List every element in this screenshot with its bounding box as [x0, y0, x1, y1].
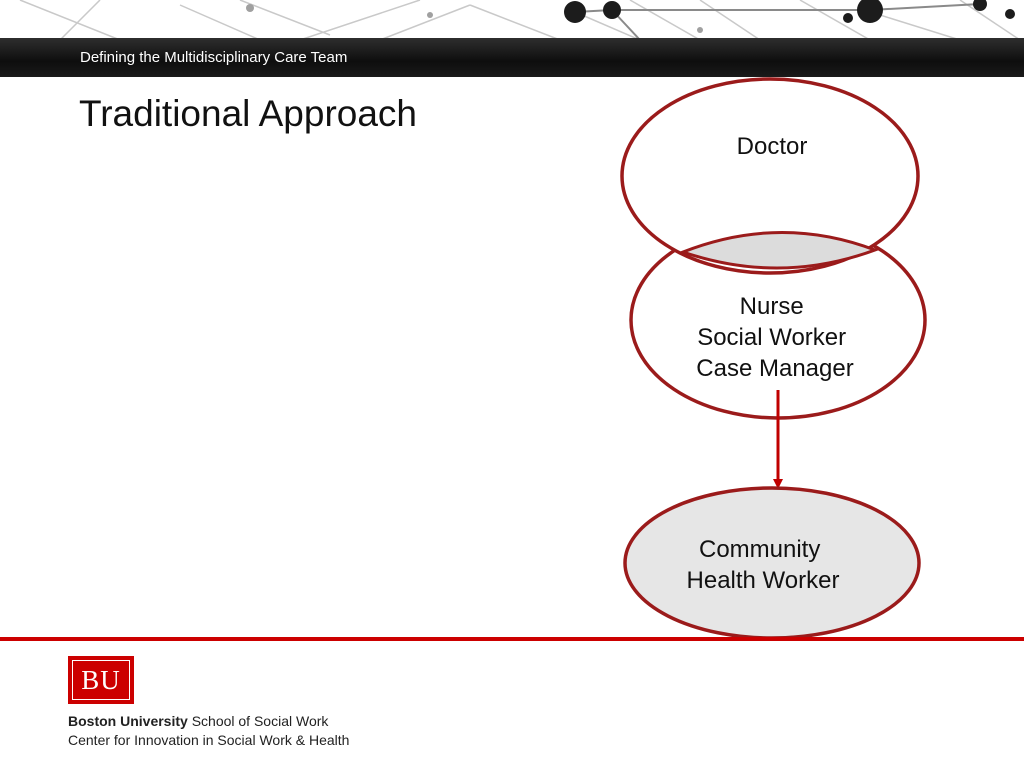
header-section-title: Defining the Multidisciplinary Care Team: [80, 49, 348, 66]
bu-logo: [68, 656, 134, 704]
footer-institution: [68, 713, 328, 729]
bu-logo-text: BU: [72, 660, 130, 700]
doctor-label: [737, 133, 808, 160]
doctor-line-1: Doctor: [736, 133, 808, 160]
chw-line-1: Community: [698, 536, 821, 563]
doctor-node: [622, 79, 918, 273]
nurse-line-3: Case Manager: [696, 355, 854, 382]
nurse-line-1: Nurse: [739, 293, 804, 320]
footer-school: School of Social Work: [187, 713, 329, 729]
chw-line-2: Health Worker: [686, 567, 840, 594]
nurse-line-2: Social Worker: [697, 324, 847, 351]
footer-university: Boston University: [68, 713, 188, 729]
chw-ellipse: [625, 488, 919, 638]
footer-divider: [0, 637, 1024, 641]
slide-title: Traditional Approach: [79, 93, 418, 134]
chw-node: [625, 488, 919, 638]
footer-center: Center for Innovation in Social Work & Health: [68, 732, 350, 748]
